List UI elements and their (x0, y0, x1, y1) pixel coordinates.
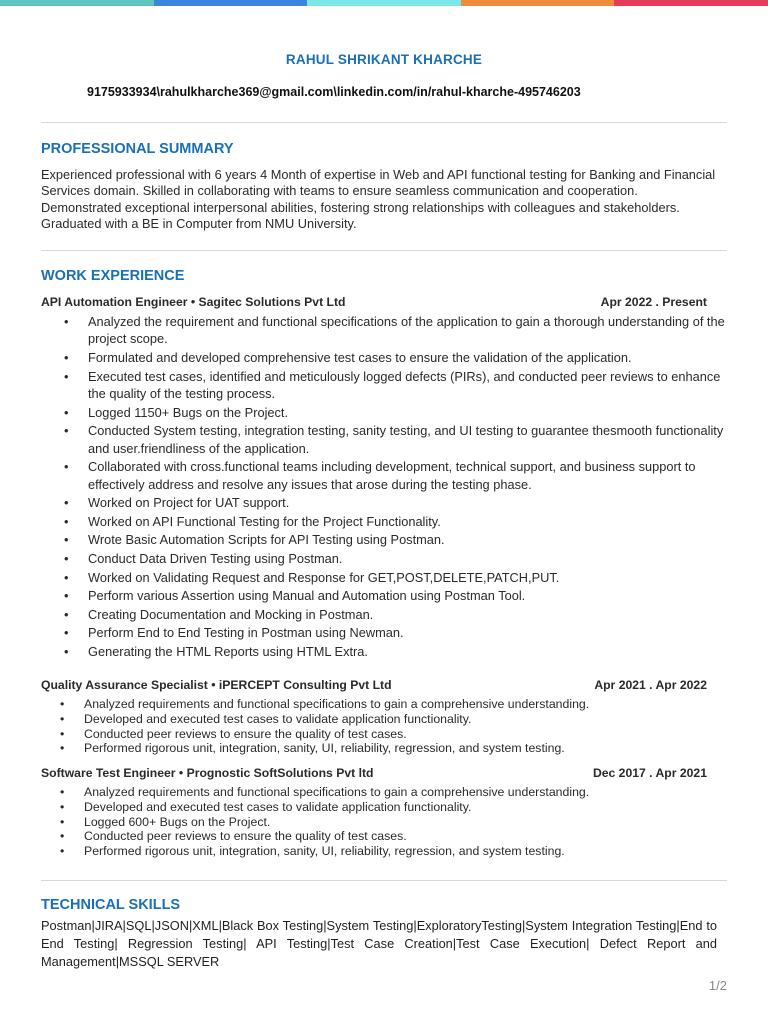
job-2-bullets (84, 697, 724, 756)
list-item: • Conducted peer reviews to ensure the quality of test cases. (84, 829, 724, 844)
job-header-3 (41, 766, 707, 780)
list-item: • Developed and executed test cases to validate application functionality. (84, 800, 724, 815)
list-item: • Conducted peer reviews to ensure the quality of test cases. (84, 727, 724, 742)
divider (41, 880, 727, 881)
list-item: • Conducted System testing, integration testing, sanity testing, and UI testing to guarantee thesmooth functionality and user.friendliness of the application. (88, 422, 728, 457)
list-item: • Analyzed the requirement and functional specifications of the application to gain a thorough understanding of the project scope. (88, 313, 728, 348)
list-item: • Performed rigorous unit, integration, sanity, UI, reliability, regression, and system testing. (84, 844, 724, 859)
job-dates: Apr 2021 . Apr 2022 (594, 678, 707, 692)
list-item: • Generating the HTML Reports using HTML Extra. (88, 643, 728, 660)
job-1-bullets (88, 313, 728, 662)
list-item: • Perform various Assertion using Manual and Automation using Postman Tool. (88, 587, 728, 604)
section-title-experience: WORK EXPERIENCE (41, 268, 185, 284)
list-item: • Developed and executed test cases to validate application functionality. (84, 712, 724, 727)
job-role: Quality Assurance Specialist • iPERCEPT Consulting Pvt Ltd (41, 678, 392, 692)
section-title-skills: TECHNICAL SKILLS (41, 897, 181, 913)
list-item: • Analyzed requirements and functional specifications to gain a comprehensive understanding. (84, 785, 724, 800)
candidate-name: RAHUL SHRIKANT KHARCHE (285, 52, 483, 67)
contact-line: 9175933934\rahulkharche369@gmail.com\linkedin.com/in/rahul-kharche-495746203 (87, 85, 581, 99)
job-3-bullets (84, 785, 724, 859)
section-title-summary: PROFESSIONAL SUMMARY (41, 141, 234, 157)
list-item: • Creating Documentation and Mocking in Postman. (88, 606, 728, 623)
list-item: • Formulated and developed comprehensive test cases to ensure the validation of the application. (88, 349, 728, 366)
list-item: • Wrote Basic Automation Scripts for API Testing using Postman. (88, 531, 728, 548)
list-item: • Collaborated with cross.functional teams including development, technical support, and business support to effectively address and resolve any issues that arose during the testing phase. (88, 458, 728, 493)
list-item: • Logged 1150+ Bugs on the Project. (88, 404, 728, 421)
list-item: • Conduct Data Driven Testing using Postman. (88, 550, 728, 567)
list-item: • Analyzed requirements and functional specifications to gain a comprehensive understanding. (84, 697, 724, 712)
list-item: • Worked on Validating Request and Response for GET,POST,DELETE,PATCH,PUT. (88, 569, 728, 586)
list-item: • Perform End to End Testing in Postman using Newman. (88, 624, 728, 641)
job-header-2 (41, 678, 707, 692)
divider (41, 122, 727, 123)
divider (41, 250, 727, 251)
list-item: • Worked on API Functional Testing for the Project Functionality. (88, 513, 728, 530)
summary-text: Experienced professional with 6 years 4 Month of expertise in Web and API functional testing for Banking and Financial Services domain. Skilled in collaborating with teams to ensure seamless communication and cooperation. Demonstrated exceptional interpersonal abilities, fostering strong relationships with colleagues and stakeholders. Graduated with a BE in Computer from NMU University. (41, 167, 716, 231)
list-item: • Performed rigorous unit, integration, sanity, UI, reliability, regression, and system testing. (84, 741, 724, 756)
page-number: 1/2 (708, 978, 727, 993)
list-item: • Executed test cases, identified and meticulously logged defects (PIRs), and conducted peer reviews to enhance the quality of the testing process. (88, 368, 728, 403)
list-item: • Logged 600+ Bugs on the Project. (84, 815, 724, 830)
skills-text: Postman|JIRA|SQL|JSON|XML|Black Box Testing|System Testing|ExploratoryTesting|System Integration Testing|End to End Testing| Regression Testing| API Testing|Test Case Creation|Test Case Execution| Defect Report and Management|MSSQL SERVER (41, 918, 717, 969)
job-role: API Automation Engineer • Sagitec Solutions Pvt Ltd (41, 295, 346, 309)
job-dates: Dec 2017 . Apr 2021 (592, 766, 707, 780)
job-header-1 (41, 295, 707, 309)
job-dates: Apr 2022 . Present (600, 295, 707, 309)
job-role: Software Test Engineer • Prognostic SoftSolutions Pvt ltd (41, 766, 374, 780)
list-item: • Worked on Project for UAT support. (88, 494, 728, 511)
